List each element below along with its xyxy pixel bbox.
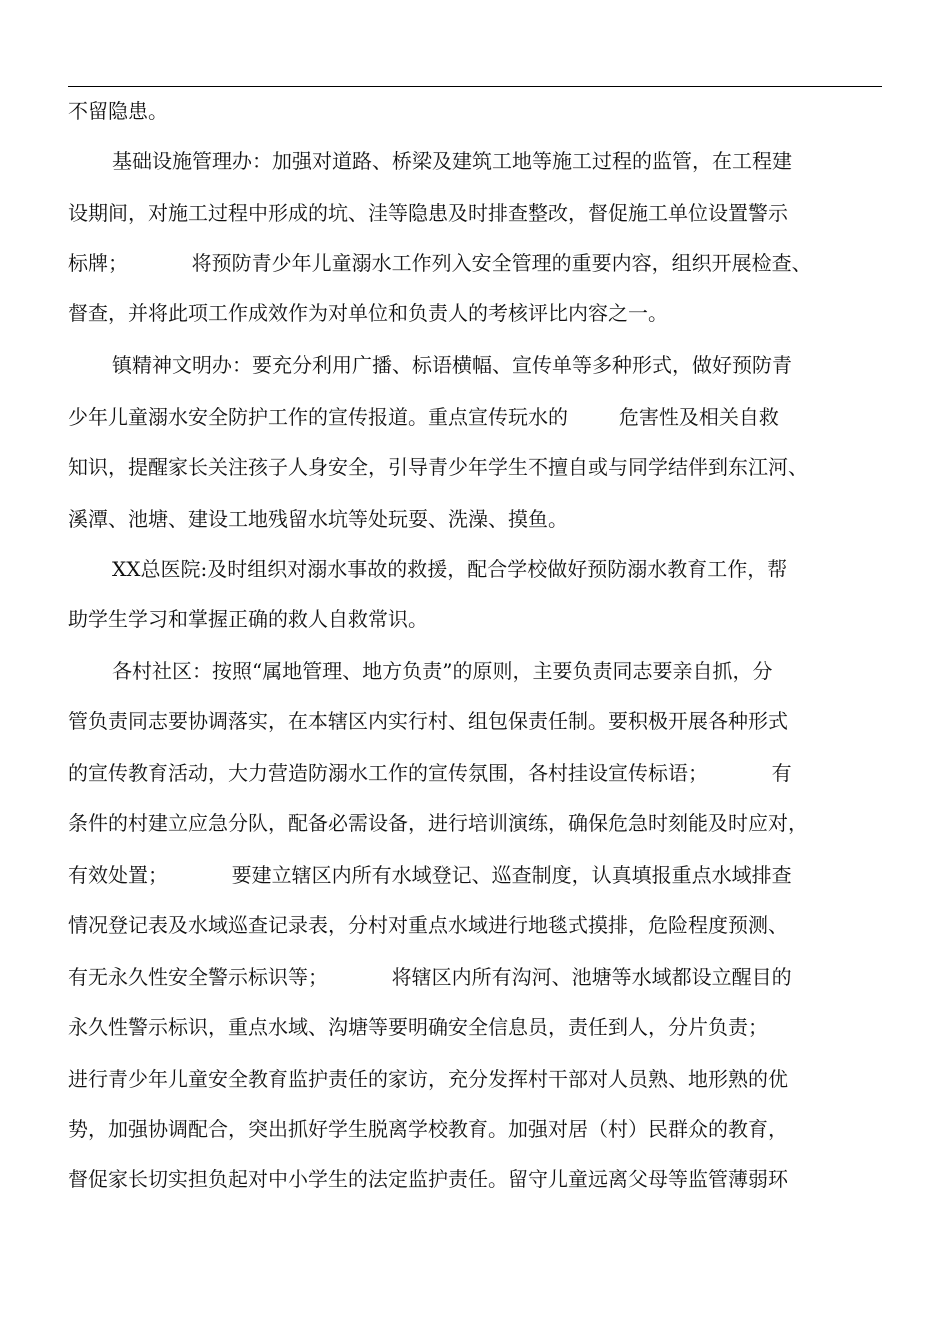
text-line: 设期间，对施工过程中形成的坑、洼等隐患及时排查整改，督促施工单位设置警示 (68, 201, 788, 225)
text-line: 溪潭、池塘、建设工地残留水坑等处玩耍、洗澡、摸鱼。 (68, 507, 568, 531)
text-line: 各村社区：按照“属地管理、地方负责”的原则，主要负责同志要亲自抓，分 (112, 659, 773, 683)
text-line: 永久性警示标识，重点水域、沟塘等要明确安全信息员，责任到人，分片负责； (68, 1015, 768, 1039)
text-line: 有无永久性安全警示标识等； 将辖区内所有沟河、池塘等水域都设立醒目的 (68, 965, 792, 989)
text-line: 的宣传教育活动，大力营造防溺水工作的宣传氛围，各村挂设宣传标语； 有 (68, 761, 792, 785)
text-line: 督促家长切实担负起对中小学生的法定监护责任。留守儿童远离父母等监管薄弱环 (68, 1167, 788, 1191)
text-line: 不留隐患。 (68, 99, 168, 123)
text-line: 助学生学习和掌握正确的救人自救常识。 (68, 607, 428, 631)
text-line: 势，加强协调配合，突出抓好学生脱离学校教育。加强对居（村）民群众的教育， (68, 1117, 788, 1141)
text-line: 标牌； 将预防青少年儿童溺水工作列入安全管理的重要内容，组织开展检查、 (68, 251, 812, 275)
text-line: 基础设施管理办：加强对道路、桥梁及建筑工地等施工过程的监管，在工程建 (112, 149, 792, 173)
text-line: 有效处置； 要建立辖区内所有水域登记、巡查制度，认真填报重点水域排查 (68, 863, 792, 887)
text-line: 少年儿童溺水安全防护工作的宣传报道。重点宣传玩水的 危害性及相关自救 (68, 405, 779, 429)
text-line: 管负责同志要协调落实，在本辖区内实行村、组包保责任制。要积极开展各种形式 (68, 709, 788, 733)
text-line: 督查，并将此项工作成效作为对单位和负责人的考核评比内容之一。 (68, 301, 668, 325)
text-line: XX总医院:及时组织对溺水事故的救援，配合学校做好预防溺水教育工作，帮 (112, 557, 788, 581)
header-rule (68, 86, 882, 87)
text-line: 条件的村建立应急分队，配备必需设备，进行培训演练，确保危急时刻能及时应对， (68, 811, 808, 835)
text-line: 知识，提醒家长关注孩子人身安全，引导青少年学生不擅自或与同学结伴到东江河、 (68, 455, 808, 479)
text-line: 镇精神文明办：要充分利用广播、标语横幅、宣传单等多种形式，做好预防青 (112, 353, 792, 377)
text-line: 进行青少年儿童安全教育监护责任的家访，充分发挥村干部对人员熟、地形熟的优 (68, 1067, 788, 1091)
text-line: 情况登记表及水域巡查记录表，分村对重点水域进行地毯式摸排，危险程度预测、 (68, 913, 788, 937)
